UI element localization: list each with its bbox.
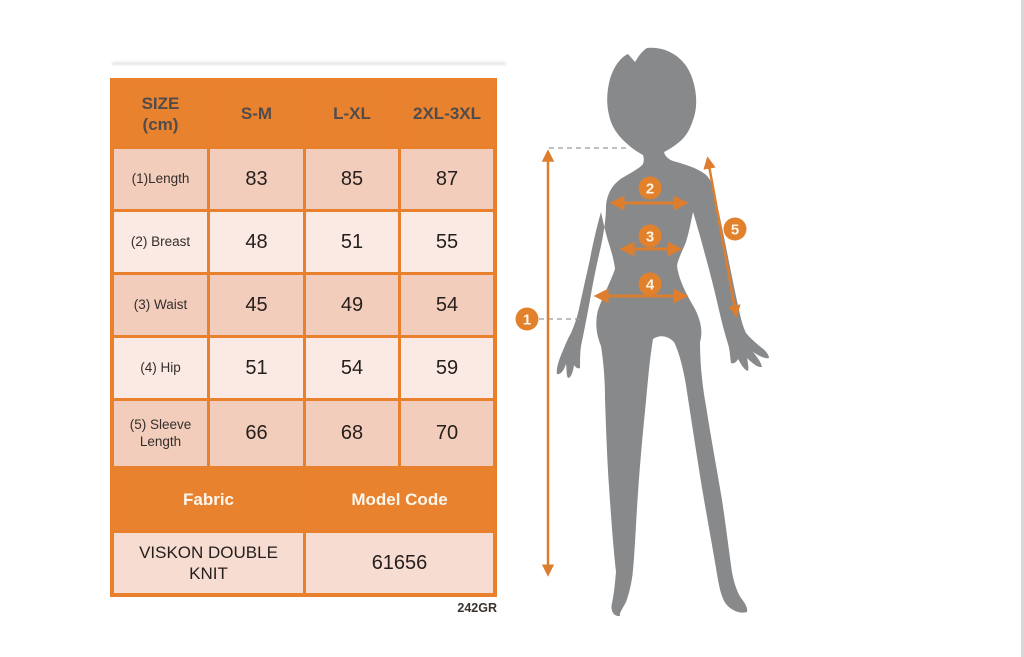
header-size-line2: (cm)	[142, 115, 179, 134]
row-waist-2xl3xl: 54	[401, 275, 493, 335]
fabric-value-text: VISKON DOUBLE KNIT	[139, 542, 278, 583]
badge-number-3: 3	[645, 228, 655, 246]
header-col-lxl: L-XL	[306, 82, 398, 146]
model-code-value: 61656	[306, 533, 493, 593]
row-hip-2xl3xl: 59	[401, 338, 493, 398]
row-sleeve-label: (5) Sleeve Length	[114, 401, 207, 466]
badge-number-4: 4	[645, 276, 655, 294]
row-sleeve-sm: 66	[210, 401, 303, 466]
row-length-label: (1)Length	[114, 149, 207, 209]
header-model-code: Model Code	[306, 469, 493, 530]
row-breast-label: (2) Breast	[114, 212, 207, 272]
row-length-2xl3xl: 87	[401, 149, 493, 209]
row-sleeve-2xl3xl: 70	[401, 401, 493, 466]
badge-number-5: 5	[730, 221, 740, 239]
row-hip-sm: 51	[210, 338, 303, 398]
header-size-line1: SIZE	[141, 93, 180, 113]
badge-number-1: 1	[522, 311, 532, 329]
measure-badge-4	[639, 273, 662, 296]
header-fabric: Fabric	[114, 469, 303, 530]
row-breast-sm: 48	[210, 212, 303, 272]
row-waist-lxl: 49	[306, 275, 398, 335]
row-waist-label: (3) Waist	[114, 275, 207, 335]
row-waist-sm: 45	[210, 275, 303, 335]
body-silhouette	[557, 48, 769, 616]
row-hip-label: (4) Hip	[114, 338, 207, 398]
measure-badge-1	[516, 308, 539, 331]
row-length-lxl: 85	[306, 149, 398, 209]
row-hip-lxl: 54	[306, 338, 398, 398]
row-sleeve-lxl: 68	[306, 401, 398, 466]
measure-badge-2	[639, 177, 662, 200]
header-col-sm: S-M	[210, 82, 303, 146]
row-length-sm: 83	[210, 149, 303, 209]
row-breast-lxl: 51	[306, 212, 398, 272]
measure-badge-5	[724, 218, 747, 241]
weight-note: 242GR	[457, 601, 497, 615]
badge-number-2: 2	[645, 180, 655, 198]
row-breast-2xl3xl: 55	[401, 212, 493, 272]
header-col-2xl3xl: 2XL-3XL	[401, 82, 493, 146]
measure-badge-3	[639, 225, 662, 248]
